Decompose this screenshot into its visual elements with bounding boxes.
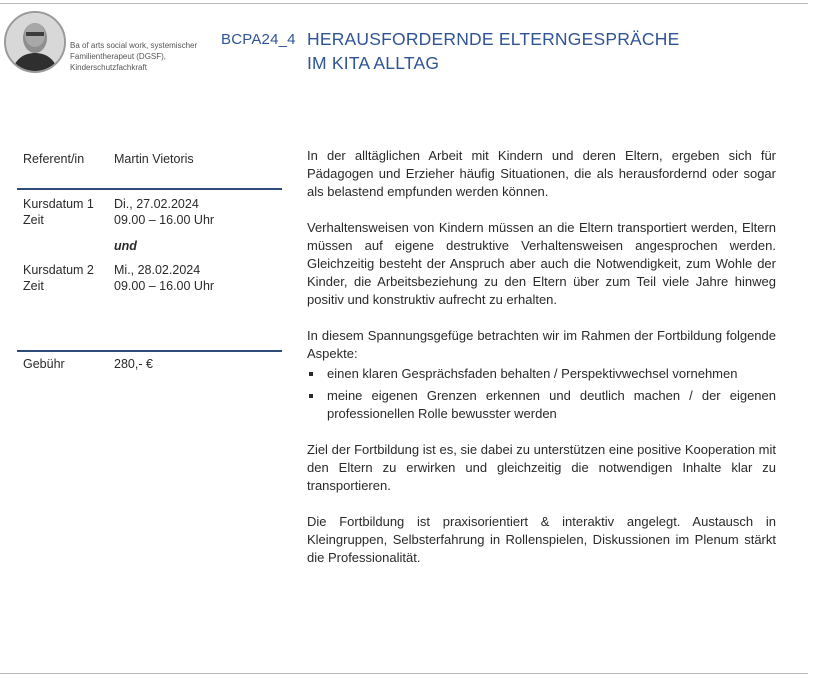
time2-value: 09.00 – 16.00 Uhr xyxy=(114,279,215,293)
description-paragraph-4: Ziel der Fortbildung ist es, sie dabei zu unterstützen eine positive Kooperation mit den Eltern zu erwirken und gleichzeitig die notwendigen Inhalte klar zu transportieren. xyxy=(307,442,776,493)
fee-value: 280,- € xyxy=(114,357,153,371)
top-divider xyxy=(0,3,808,4)
list-item xyxy=(307,365,776,383)
speaker-bio: Ba of arts social work, systemischer Familientherapeut (DGSF), Kinderschutzfachkraft xyxy=(70,41,198,72)
list-item-text: meine eigenen Grenzen erkennen und deutlich machen / der eigenen professionellen Rolle bewusster werden xyxy=(327,388,776,421)
course-code: BCPA24_4 xyxy=(221,31,296,48)
date1-label: Kursdatum 1 xyxy=(23,197,94,211)
course-title xyxy=(307,27,679,75)
description-paragraph-2: Verhaltensweisen von Kindern müssen an die Eltern transportiert werden, Eltern müssen auf eigene destruktive Verhaltensweisen angesprochen werden. Gleichzeitig besteht der Anspruch aber auch die Notwendigkeit, zum Wohle der Kinder, die Arbeitsbeziehung zu den Eltern über zum Teil viele Jahre hinweg positiv und konstruktiv aufrecht zu erhalten. xyxy=(307,220,776,307)
description-paragraph-1: In der alltäglichen Arbeit mit Kindern und deren Eltern, ergeben sich für Pädagogen und Erzieher häufig Situationen, die als herausfordernd oder sogar als belastend empfunden werden können. xyxy=(307,148,776,199)
date2-label: Kursdatum 2 xyxy=(23,263,94,277)
referent-value: Martin Vietoris xyxy=(114,152,194,166)
bottom-divider xyxy=(0,673,808,674)
date2-value: Mi., 28.02.2024 xyxy=(114,263,201,277)
und-separator: und xyxy=(114,239,137,253)
time1-value: 09.00 – 16.00 Uhr xyxy=(114,213,215,227)
description-paragraph-3: In diesem Spannungsgefüge betrachten wir im Rahmen der Fortbildung folgende Aspekte: xyxy=(307,328,776,361)
course-title-line-2: IM KITA ALLTAG xyxy=(307,53,440,73)
fee-label: Gebühr xyxy=(23,357,65,371)
list-item-text: einen klaren Gesprächsfaden behalten / Perspektivwechsel vornehmen xyxy=(327,366,738,381)
avatar xyxy=(4,11,66,73)
time1-label: Zeit xyxy=(23,213,44,227)
course-description xyxy=(307,147,776,585)
divider xyxy=(17,350,282,352)
person-photo-icon xyxy=(6,13,64,71)
bullet-icon xyxy=(309,394,313,398)
list-item xyxy=(307,387,776,423)
date1-value: Di., 27.02.2024 xyxy=(114,197,199,211)
referent-label: Referent/in xyxy=(23,152,85,166)
aspects-list xyxy=(307,365,776,423)
description-paragraph-5: Die Fortbildung ist praxisorientiert & interaktiv angelegt. Austausch in Kleingruppen, Selbsterfahrung in Rollenspielen, Diskussionen im Plenum stärkt die Professionalität. xyxy=(307,514,776,565)
bullet-icon xyxy=(309,372,313,376)
time2-label: Zeit xyxy=(23,279,44,293)
divider xyxy=(17,188,282,190)
course-title-line-1: HERAUSFORDERNDE ELTERNGESPRÄCHE xyxy=(307,29,680,49)
